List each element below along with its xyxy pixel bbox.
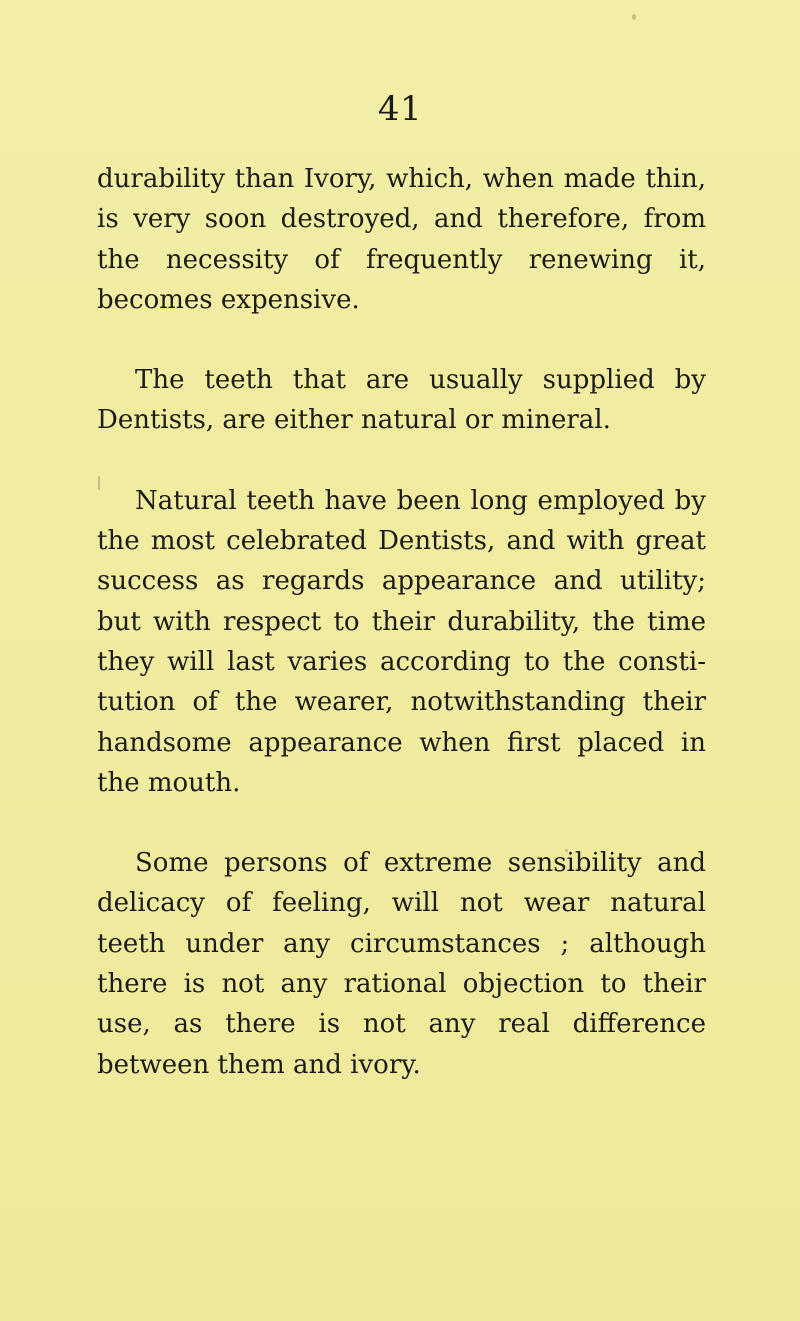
paragraph-1: durability than Ivory, which, when made thin, is very soon destroyed, and therefore, from the necessity of frequently renewing it, becomes expensive. (97, 164, 706, 315)
print-speck (98, 476, 100, 490)
page-body (97, 159, 706, 1085)
paragraph-3: Natural teeth have been long employed by the most celebrated Dentists, and with great success as regards appearance and utility; but with respect to their durability, the time they will last varies according to the consti- tution of the wearer, notwithstanding their handsome appearance when first placed in the mouth. (97, 485, 706, 798)
paragraph-2: The teeth that are usually supplied by Dentists, are either natural or mineral. (97, 365, 706, 436)
print-speck (565, 849, 568, 852)
page-number: 41 (377, 89, 423, 129)
paragraph-4: Some persons of extreme sensibility and delicacy of feeling, will not wear natural teeth under any circumstances ; although there is not any rational objection to their use, as there is not any real difference between them and ivory. (97, 848, 706, 1080)
print-speck (632, 14, 636, 20)
